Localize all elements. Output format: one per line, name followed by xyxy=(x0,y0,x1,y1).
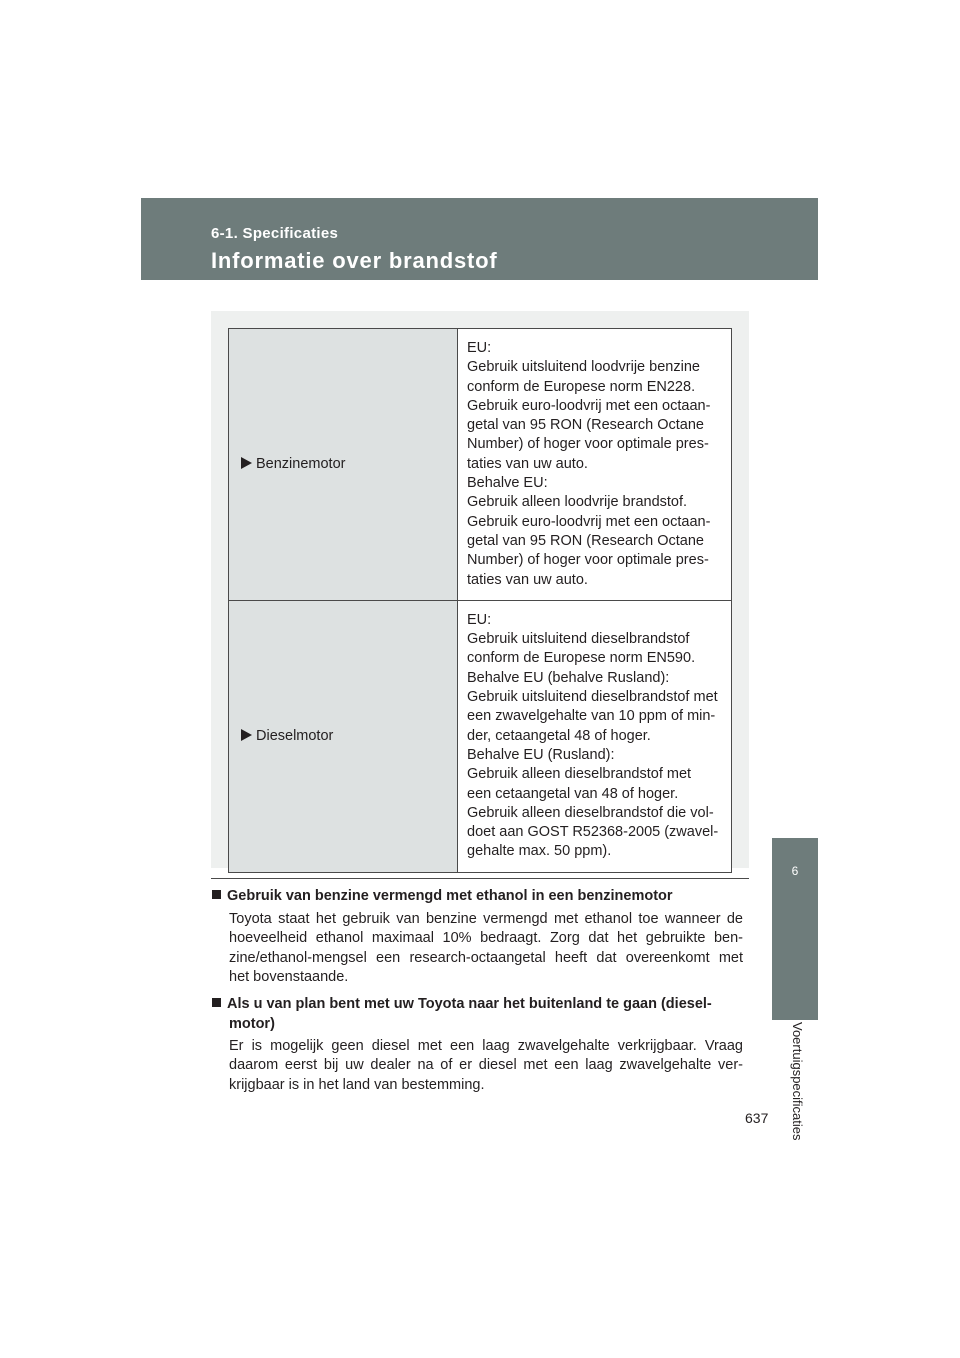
note-heading xyxy=(212,887,673,907)
spec-line: Number) of hoger voor optimale pres- xyxy=(467,552,709,569)
spec-line: Behalve EU (behalve Rusland): xyxy=(467,669,670,686)
square-bullet-icon xyxy=(212,998,221,1007)
spec-line: Gebruik alleen loodvrije brandstof. xyxy=(467,494,688,511)
chapter-number: 6 xyxy=(791,864,799,878)
spec-line: Gebruik euro-loodvrij met een octaan- xyxy=(467,397,711,414)
spec-line: taties van uw auto. xyxy=(467,571,588,588)
note-body xyxy=(229,1037,743,1095)
spec-line: Behalve EU: xyxy=(467,475,548,492)
row-value-cell xyxy=(458,600,732,872)
note-line: Er is mogelijk geen diesel met een laag zwavelgehalte verkrijgbaar. Vraag xyxy=(229,1038,743,1054)
note-body xyxy=(229,910,743,988)
chapter-label: Voertuigspecificaties xyxy=(790,1022,805,1141)
spec-line: taties van uw auto. xyxy=(467,455,588,472)
spec-line: conform de Europese norm EN228. xyxy=(467,378,696,395)
table-row xyxy=(229,329,732,601)
note-line: Toyota staat het gebruik van benzine vermengd met ethanol toe wanneer de xyxy=(229,911,743,927)
spec-line: een zwavelgehalte van 10 ppm of min- xyxy=(467,708,716,725)
spec-line: Gebruik uitsluitend dieselbrandstof xyxy=(467,631,690,648)
page-number: 637 xyxy=(745,1110,769,1126)
spec-line: doet aan GOST R52368-2005 (zwavel- xyxy=(467,824,719,841)
spec-line: een cetaangetal van 48 of hoger. xyxy=(467,785,679,802)
arrow-right-icon xyxy=(241,729,252,741)
note-line: zine/ethanol-mengsel een research-octaangetal heeft dat overeenkomt met xyxy=(229,949,743,966)
chapter-tab[interactable] xyxy=(772,838,818,1020)
row-label-cell xyxy=(229,600,458,872)
page-title: Informatie over brandstof xyxy=(211,248,498,273)
spec-line: getal van 95 RON (Research Octane xyxy=(467,532,704,549)
spec-line: Gebruik uitsluitend loodvrije benzine xyxy=(467,359,700,376)
note-heading xyxy=(212,995,712,1034)
arrow-right-icon xyxy=(241,457,252,469)
spec-line: EU: xyxy=(467,340,492,356)
note-line: hoeveelheid ethanol maximaal 10% bedraagt. Zorg dat het gebruikte ben- xyxy=(229,930,743,947)
engine-type-label: Dieselmotor xyxy=(256,728,334,745)
note-line: het bovenstaande. xyxy=(229,969,349,986)
fuel-spec-table xyxy=(228,328,732,873)
spec-line: Gebruik euro-loodvrij met een octaan- xyxy=(467,513,711,530)
note-heading-text: Als u van plan bent met uw Toyota naar het buitenland te gaan (diesel- xyxy=(227,996,712,1012)
spec-line: gehalte max. 50 ppm). xyxy=(467,843,612,860)
section-label: 6-1. Specificaties xyxy=(211,225,339,242)
row-value-cell xyxy=(458,329,732,601)
spec-line: Gebruik uitsluitend dieselbrandstof met xyxy=(467,689,718,706)
note-heading-text: motor) xyxy=(229,1015,275,1032)
spec-line: Number) of hoger voor optimale pres- xyxy=(467,436,709,453)
note-line: krijgbaar is in het land van bestemming. xyxy=(229,1076,485,1093)
divider xyxy=(211,878,749,879)
spec-line: Gebruik alleen dieselbrandstof die vol- xyxy=(467,804,714,821)
square-bullet-icon xyxy=(212,890,221,899)
engine-type-label: Benzinemotor xyxy=(256,456,346,473)
row-label-cell xyxy=(229,329,458,601)
spec-line: conform de Europese norm EN590. xyxy=(467,650,696,667)
spec-line: getal van 95 RON (Research Octane xyxy=(467,417,704,434)
spec-line: der, cetaangetal 48 of hoger. xyxy=(467,727,651,744)
spec-line: Gebruik alleen dieselbrandstof met xyxy=(467,766,692,783)
spec-line: Behalve EU (Rusland): xyxy=(467,746,615,763)
note-heading-text: Gebruik van benzine vermengd met ethanol in een benzinemotor xyxy=(227,888,673,904)
table-row xyxy=(229,600,732,872)
note-line: daarom eerst bij uw dealer na of er diesel met een laag zwavelgehalte ver- xyxy=(229,1057,743,1074)
section-header xyxy=(141,198,818,280)
spec-line: EU: xyxy=(467,611,492,628)
